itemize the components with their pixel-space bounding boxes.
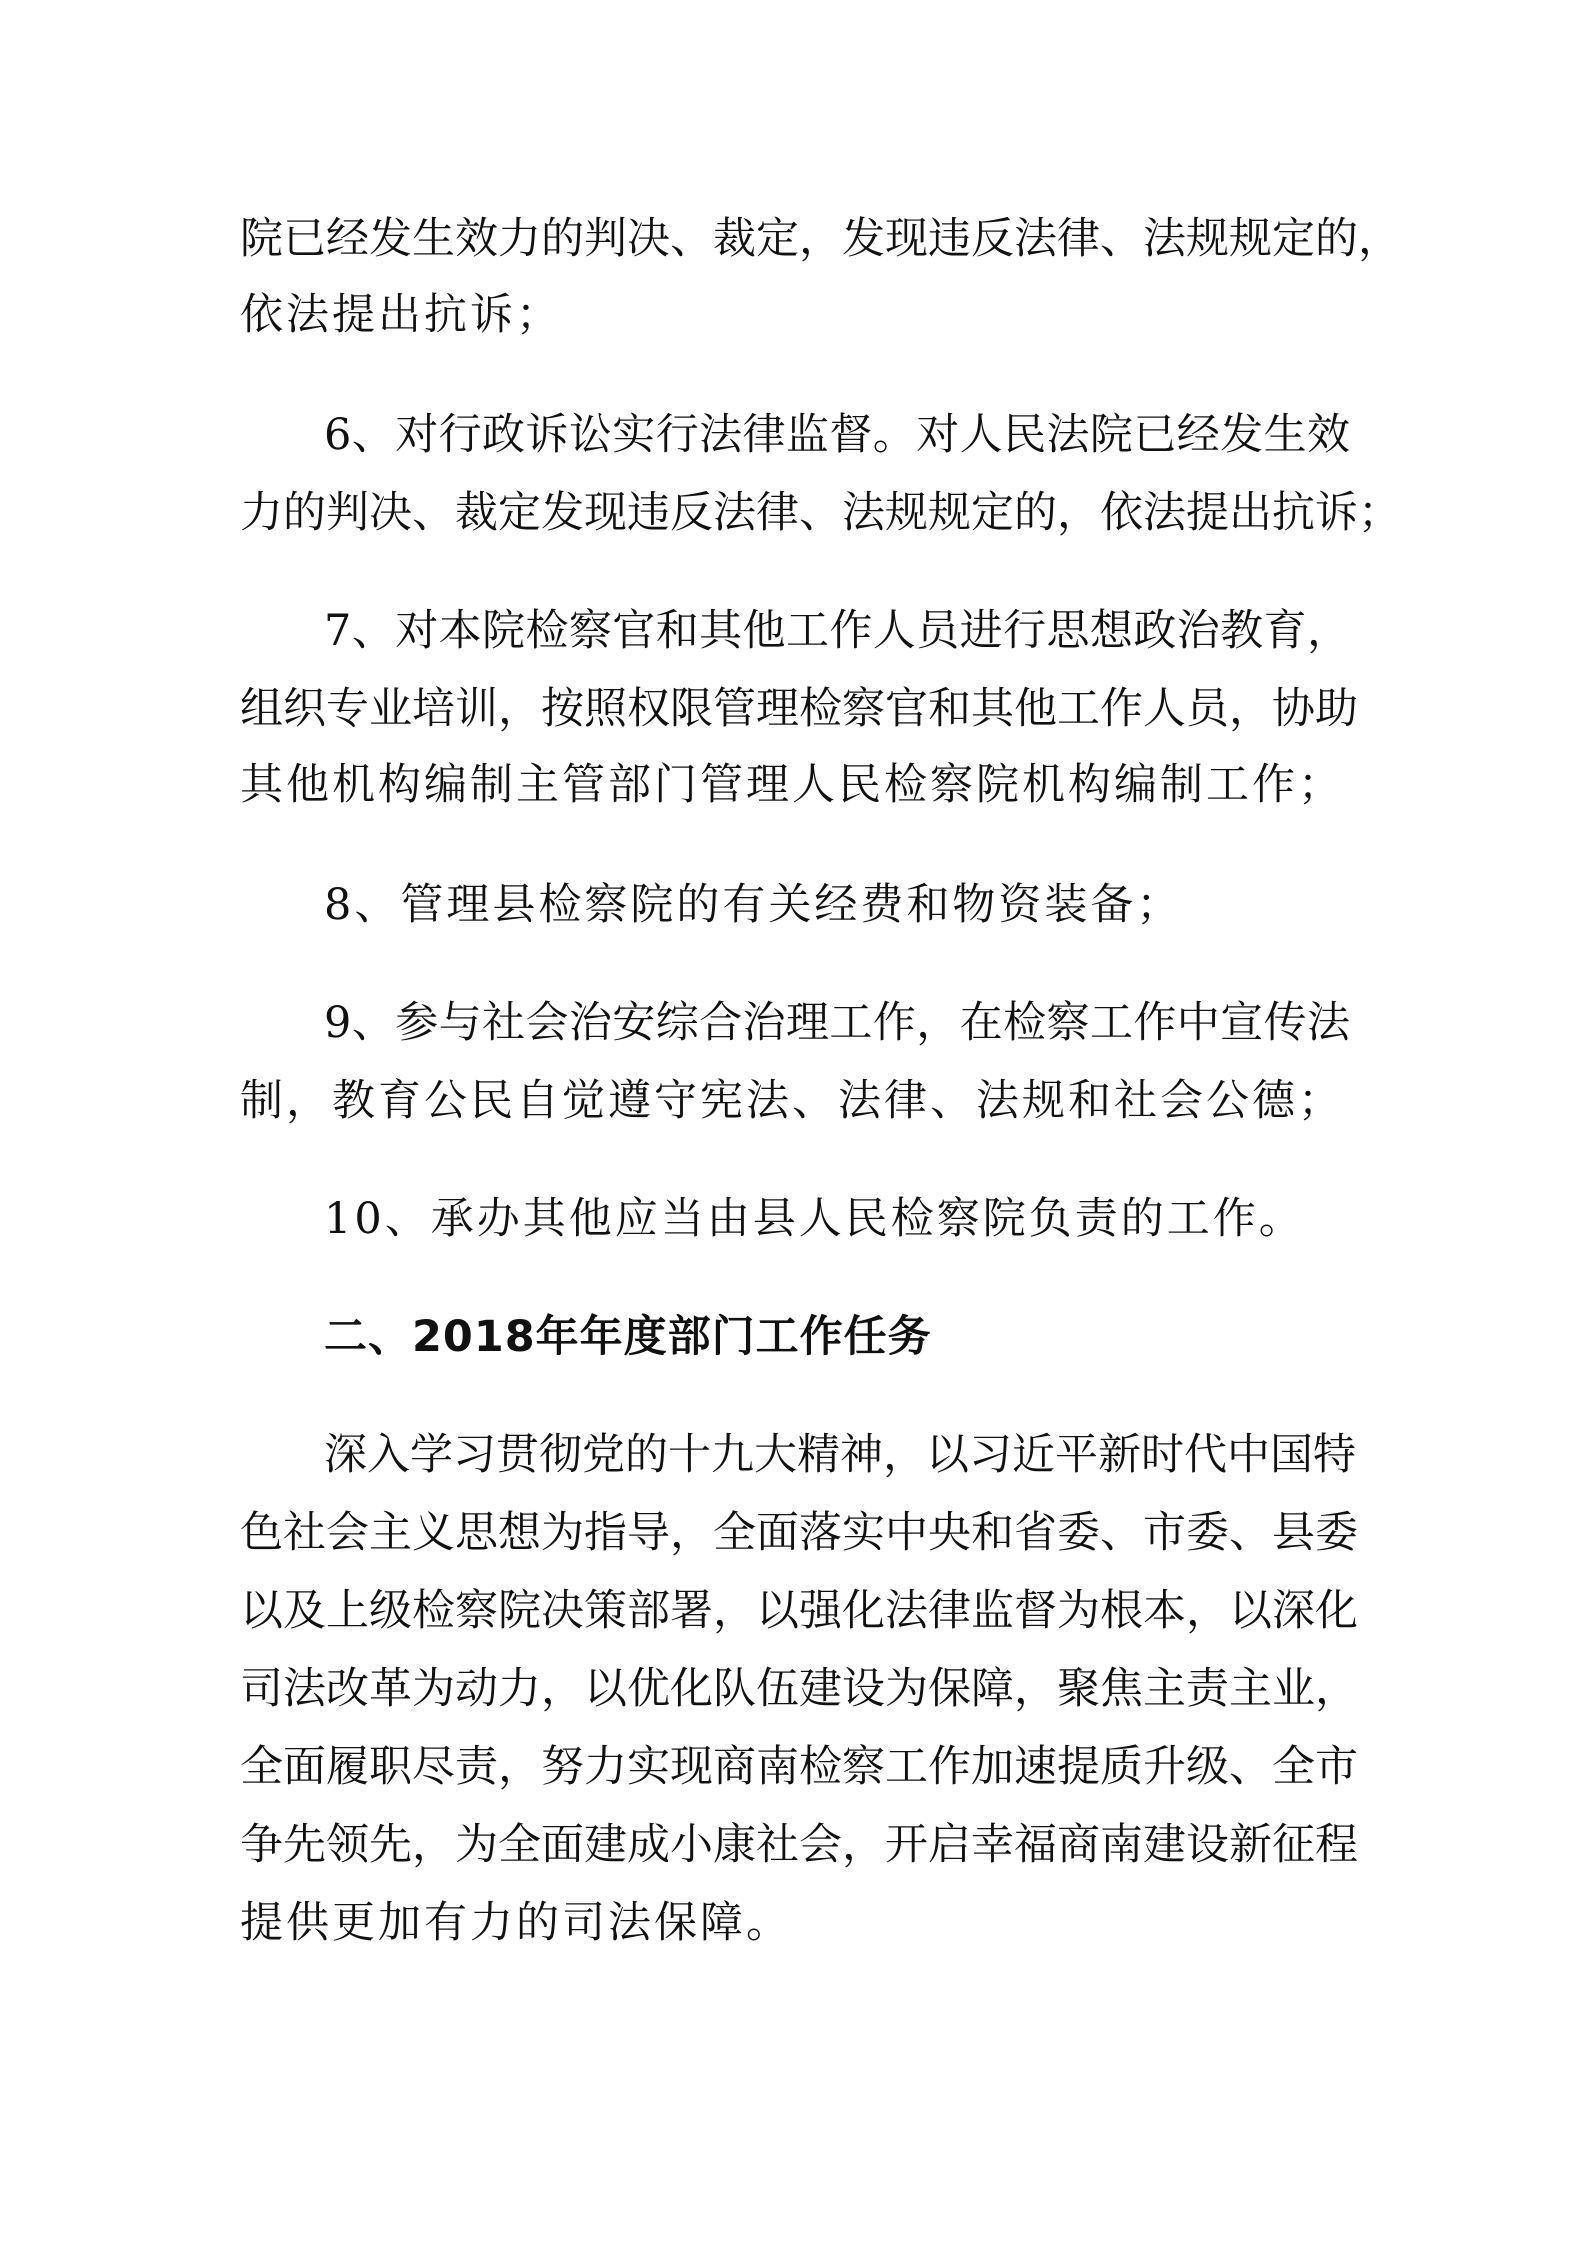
body-line: 院已经发生效力的判决、裁定，发现违反法律、法规规定的， — [240, 214, 1401, 264]
section-heading: 二、2018年年度部门工作任务 — [324, 1312, 932, 1362]
paragraph-line: 深入学习贯彻党的十九大精神，以习近平新时代中国特 — [324, 1430, 1356, 1480]
list-item-6-line: 力的判决、裁定发现违反法律、法规规定的，依法提出抗诉； — [240, 488, 1401, 538]
paragraph-line: 色社会主义思想为指导，全面落实中央和省委、市委、县委 — [240, 1508, 1358, 1558]
paragraph-line: 全面履职尽责，努力实现商南检察工作加速提质升级、全市 — [240, 1742, 1358, 1792]
list-item-9-line: 9、参与社会治安综合治理工作，在检察工作中宣传法 — [324, 998, 1350, 1048]
list-item-8-line: 8、管理县检察院的有关经费和物资装备； — [324, 880, 1183, 930]
paragraph-line: 争先领先，为全面建成小康社会，开启幸福商南建设新征程 — [240, 1820, 1358, 1870]
body-line: 依法提出抗诉； — [240, 290, 562, 340]
list-item-9-line: 制，教育公民自觉遵守宪法、法律、法规和社会公德； — [240, 1076, 1344, 1126]
paragraph-line: 司法改革为动力，以优化队伍建设为保障，聚焦主责主业， — [240, 1664, 1358, 1714]
paragraph-line: 以及上级检察院决策部署，以强化法律监督为根本，以深化 — [240, 1586, 1358, 1636]
paragraph-line: 提供更加有力的司法保障。 — [240, 1898, 792, 1948]
list-item-6-line: 6、对行政诉讼实行法律监督。对人民法院已经发生效 — [324, 410, 1350, 460]
list-item-7-line: 组织专业培训，按照权限管理检察官和其他工作人员，协助 — [240, 684, 1358, 734]
list-item-10-line: 10、承办其他应当由县人民检察院负责的工作。 — [324, 1194, 1305, 1244]
list-item-7-line: 其他机构编制主管部门管理人民检察院机构编制工作； — [240, 760, 1344, 810]
list-item-7-line: 7、对本院检察官和其他工作人员进行思想政治教育， — [324, 606, 1350, 656]
